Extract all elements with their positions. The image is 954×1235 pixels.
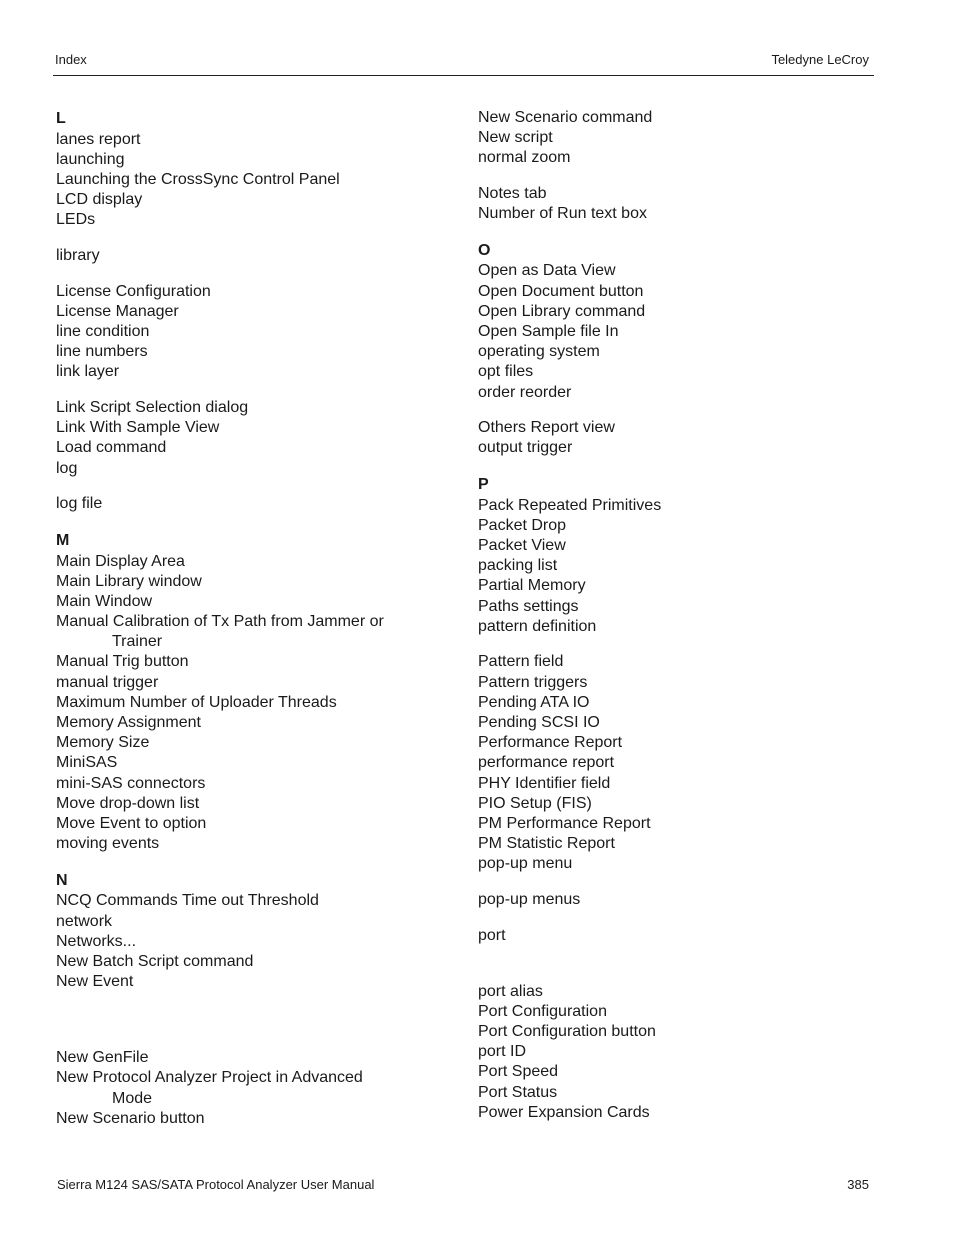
entry-spacer bbox=[56, 854, 456, 870]
index-entry: launching bbox=[56, 150, 125, 168]
entry-spacer bbox=[56, 1033, 456, 1049]
entry-spacer bbox=[478, 459, 898, 475]
index-entry-continuation: Mode bbox=[112, 1089, 153, 1107]
index-entry: pop-up menu bbox=[478, 855, 573, 873]
index-entry: Main Window bbox=[56, 592, 153, 610]
index-entry: pattern definition bbox=[478, 617, 597, 635]
entry-spacer bbox=[56, 479, 456, 495]
index-entry: performance report bbox=[478, 754, 615, 772]
index-entry: output trigger bbox=[478, 439, 573, 457]
entry-spacer bbox=[56, 230, 456, 246]
index-entry: Memory Assignment bbox=[56, 714, 201, 731]
index-entry: opt files bbox=[478, 363, 534, 381]
index-entry: Manual Calibration of Tx Path from Jammer or bbox=[56, 613, 384, 631]
index-entry: packing list bbox=[478, 557, 558, 575]
index-entry: Main Library window bbox=[56, 572, 202, 590]
index-entry: Open as Data View bbox=[478, 262, 616, 280]
index-entry: New script bbox=[478, 129, 553, 147]
index-letter-heading: L bbox=[56, 110, 66, 127]
index-entry: Packet Drop bbox=[478, 516, 567, 534]
index-entry: PM Statistic Report bbox=[478, 835, 615, 853]
index-entry: library bbox=[56, 246, 100, 264]
index-entry: Open Library command bbox=[478, 302, 646, 320]
index-entry: Others Report view bbox=[478, 419, 615, 437]
entry-spacer bbox=[56, 383, 456, 399]
index-entry: Open Document button bbox=[478, 282, 644, 300]
index-entry: Pending ATA IO bbox=[478, 693, 590, 711]
page-number: 385 bbox=[847, 1177, 869, 1192]
index-entry: Port Configuration bbox=[478, 1002, 607, 1020]
index-entry: Performance Report bbox=[478, 734, 623, 752]
blank-line bbox=[56, 992, 456, 1012]
index-entry: normal zoom bbox=[478, 149, 571, 167]
index-entry: Power Expansion Cards bbox=[478, 1103, 650, 1121]
index-entry: Notes tab bbox=[478, 185, 547, 203]
running-header-left: Index bbox=[55, 52, 87, 67]
index-column-right bbox=[478, 108, 898, 1123]
index-entry: link layer bbox=[56, 363, 120, 381]
index-entry: line condition bbox=[56, 323, 150, 340]
index-entry: Pattern field bbox=[478, 653, 564, 671]
index-entry: LCD display bbox=[56, 191, 143, 209]
index-entry: Open Sample file In bbox=[478, 323, 619, 340]
index-entry: Port Status bbox=[478, 1083, 558, 1101]
index-entry: MiniSAS bbox=[56, 754, 118, 772]
index-entry: Port Configuration button bbox=[478, 1022, 656, 1040]
entry-spacer bbox=[478, 224, 898, 240]
blank-line bbox=[56, 1012, 456, 1032]
index-entry: moving events bbox=[56, 835, 160, 853]
index-letter-heading: N bbox=[56, 871, 68, 889]
index-letter-heading: M bbox=[56, 532, 70, 549]
index-entry: port ID bbox=[478, 1043, 527, 1061]
index-entry: mini-SAS connectors bbox=[56, 774, 206, 792]
footer-manual-title: Sierra M124 SAS/SATA Protocol Analyzer User Manual bbox=[57, 1177, 375, 1192]
index-entry: Link Script Selection dialog bbox=[56, 399, 249, 417]
index-letter-heading: P bbox=[478, 476, 489, 494]
index-entry: Pending SCSI IO bbox=[478, 714, 600, 731]
entry-spacer bbox=[478, 169, 898, 185]
index-entry: Load command bbox=[56, 439, 167, 457]
index-entry: Pattern triggers bbox=[478, 673, 588, 691]
index-entry: line numbers bbox=[56, 343, 148, 361]
index-entry: network bbox=[56, 912, 113, 930]
index-column-left bbox=[56, 108, 456, 1129]
index-entry: Launching the CrossSync Control Panel bbox=[56, 170, 340, 188]
index-entry: License Manager bbox=[56, 302, 179, 320]
index-entry: Partial Memory bbox=[478, 577, 586, 595]
index-entry: Pack Repeated Primitives bbox=[478, 496, 662, 514]
blank-line bbox=[478, 946, 898, 966]
index-entry: NCQ Commands Time out Threshold bbox=[56, 892, 319, 910]
entry-spacer bbox=[478, 910, 898, 926]
index-entry: PM Performance Report bbox=[478, 814, 651, 832]
index-entry: lanes report bbox=[56, 130, 141, 148]
index-entry: Number of Run text box bbox=[478, 205, 647, 223]
index-entry: log bbox=[56, 459, 78, 477]
header-rule bbox=[53, 75, 874, 76]
index-entry-continuation: Trainer bbox=[112, 633, 163, 651]
running-header-right: Teledyne LeCroy bbox=[771, 52, 869, 67]
index-entry: New Batch Script command bbox=[56, 952, 254, 970]
index-entry: Maximum Number of Uploader Threads bbox=[56, 693, 337, 711]
index-letter-heading: O bbox=[478, 241, 491, 259]
index-entry: Paths settings bbox=[478, 597, 579, 615]
index-entry: Main Display Area bbox=[56, 552, 185, 570]
entry-spacer bbox=[56, 515, 456, 531]
index-entry: Move Event to option bbox=[56, 814, 207, 832]
index-entry: log file bbox=[56, 495, 103, 513]
index-entry: LEDs bbox=[56, 211, 96, 229]
index-entry: Port Speed bbox=[478, 1063, 559, 1081]
index-entry: PHY Identifier field bbox=[478, 774, 611, 792]
index-entry: License Configuration bbox=[56, 282, 211, 300]
index-entry: manual trigger bbox=[56, 673, 159, 691]
entry-spacer bbox=[478, 966, 898, 982]
index-entry: port bbox=[478, 926, 506, 944]
entry-spacer bbox=[478, 875, 898, 891]
index-entry: New Scenario command bbox=[478, 109, 653, 126]
index-entry: operating system bbox=[478, 343, 600, 361]
index-entry: Link With Sample View bbox=[56, 419, 220, 437]
entry-spacer bbox=[478, 403, 898, 419]
index-entry: PIO Setup (FIS) bbox=[478, 794, 592, 812]
entry-spacer bbox=[478, 637, 898, 653]
index-entry: New Scenario button bbox=[56, 1109, 205, 1127]
index-entry: Move drop-down list bbox=[56, 794, 200, 812]
index-entry: port alias bbox=[478, 982, 543, 1000]
index-entry: New Event bbox=[56, 973, 134, 991]
index-entry: pop-up menus bbox=[478, 891, 581, 908]
index-entry: Memory Size bbox=[56, 734, 150, 752]
index-entry: Manual Trig button bbox=[56, 653, 189, 671]
index-entry: Networks... bbox=[56, 932, 137, 950]
index-entry: New Protocol Analyzer Project in Advanced bbox=[56, 1069, 363, 1087]
index-entry: order reorder bbox=[478, 383, 572, 401]
index-entry: New GenFile bbox=[56, 1049, 149, 1067]
entry-spacer bbox=[56, 266, 456, 282]
index-entry: Packet View bbox=[478, 537, 566, 554]
